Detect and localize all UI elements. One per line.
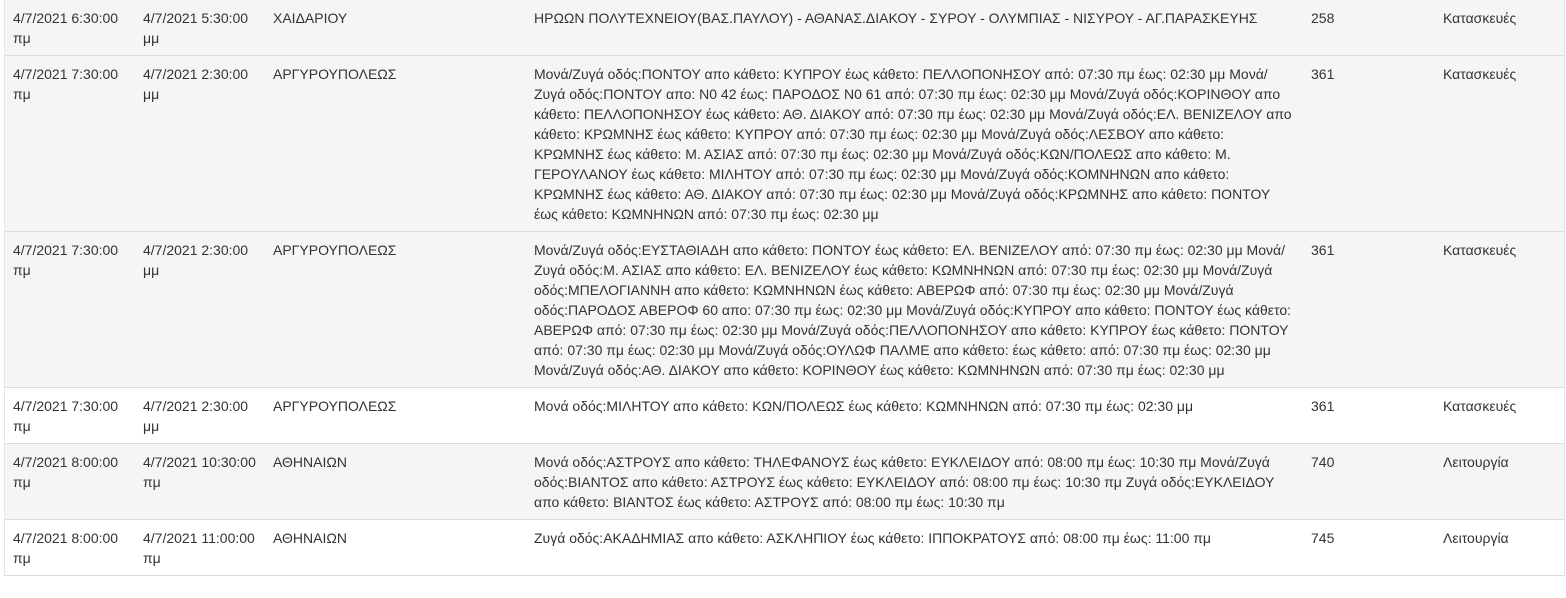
code-cell: 361 [1311, 66, 1335, 82]
area-cell: ΑΡΓΥΡΟΥΠΟΛΕΩΣ [273, 398, 397, 414]
start-time-cell: 4/7/2021 6:30:00 πμ [13, 10, 119, 46]
area-cell: ΑΘΗΝΑΙΩΝ [273, 454, 347, 470]
table-row [5, 232, 1564, 388]
area-cell: ΧΑΙΔΑΡΙΟΥ [273, 10, 348, 26]
area-cell: ΑΡΓΥΡΟΥΠΟΛΕΩΣ [273, 66, 397, 82]
table-row [5, 56, 1564, 232]
table-row [5, 520, 1564, 575]
start-time-cell: 4/7/2021 8:00:00 πμ [13, 454, 119, 490]
type-cell: Λειτουργία [1443, 530, 1509, 546]
area-cell: ΑΡΓΥΡΟΥΠΟΛΕΩΣ [273, 242, 397, 258]
type-cell: Κατασκευές [1443, 242, 1517, 258]
start-time-cell: 4/7/2021 7:30:00 πμ [13, 242, 119, 278]
end-time-cell: 4/7/2021 10:30:00 πμ [143, 454, 256, 490]
description-cell: Μονά οδός:ΜΙΛΗΤΟΥ απο κάθετο: ΚΩΝ/ΠΟΛΕΩΣ έως κάθετο: ΚΩΜΝΗΝΩΝ από: 07:30 πμ έως: 02:30 μμ [534, 398, 1194, 414]
code-cell: 745 [1311, 530, 1335, 546]
description-cell: ΗΡΩΩΝ ΠΟΛΥΤΕΧΝΕΙΟΥ(ΒΑΣ.ΠΑΥΛΟΥ) - ΑΘΑΝΑΣ.ΔΙΑΚΟΥ - ΣΥΡΟΥ - ΟΛΥΜΠΙΑΣ - ΝΙΣΥΡΟΥ - ΑΓ.ΠΑΡΑΣΚΕΥΗΣ [534, 10, 1258, 26]
area-cell: ΑΘΗΝΑΙΩΝ [273, 530, 347, 546]
code-cell: 361 [1311, 242, 1335, 258]
type-cell: Λειτουργία [1443, 454, 1509, 470]
description-cell: Μονά/Ζυγά οδός:ΠΟΝΤΟΥ απο κάθετο: ΚΥΠΡΟΥ έως κάθετο: ΠΕΛΛΟΠΟΝΗΣΟΥ από: 07:30 πμ έως: 02:30 μμ Μονά/Ζυγά οδός:ΠΟΝΤΟΥ απο: Ν0 42 έως: ΠΑΡΟΔΟΣ Ν0 61 από: 07:30 πμ έως: 02:30 μμ Μονά/Ζυγά οδός:ΚΟΡΙΝΘΟΥ απο κάθετο: ΠΕΛΛΟΠΟΝΗΣΟΥ έως κάθετο: ΑΘ. ΔΙΑΚΟΥ από: 07:30 πμ έως: 02:30 μμ Μονά/Ζυγά οδός:ΕΛ. ΒΕΝΙΖΕΛΟΥ απο κάθετο: ΚΡΩΜΝΗΣ έως κάθετο: ΚΥΠΡΟΥ από: 07:30 πμ έως: 02:30 μμ Μονά/Ζυγά οδός:ΛΕΣΒΟΥ απο κάθετο: ΚΡΩΜΝΗΣ έως κάθετο: Μ. ΑΣΙΑΣ από: 07:30 πμ έως: 02:30 μμ Μονά/Ζυγά οδός:ΚΩΝ/ΠΟΛΕΩΣ απο κάθετο: Μ. ΓΕΡΟΥΛΑΝΟΥ έως κάθετο: ΜΙΛΗΤΟΥ από: 07:30 πμ έως: 02:30 μμ Μονά/Ζυγά οδός:ΚΟΜΝΗΝΩΝ απο κάθετο: ΚΡΩΜΝΗΣ έως κάθετο: ΑΘ. ΔΙΑΚΟΥ από: 07:30 πμ έως: 02:30 μμ Μονά/Ζυγά οδός:ΚΡΩΜΝΗΣ απο κάθετο: ΠΟΝΤΟΥ έως κάθετο: ΚΩΜΝΗΝΩΝ από: 07:30 πμ έως: 02:30 μμ [534, 66, 1292, 222]
end-time-cell: 4/7/2021 11:00:00 πμ [143, 530, 255, 566]
description-cell: Μονά οδός:ΑΣΤΡΟΥΣ απο κάθετο: ΤΗΛΕΦΑΝΟΥΣ έως κάθετο: ΕΥΚΛΕΙΔΟΥ από: 08:00 πμ έως: 10:30 πμ Μονά/Ζυγά οδός:ΒΙΑΝΤΟΣ απο κάθετο: ΑΣΤΡΟΥΣ έως κάθετο: ΕΥΚΛΕΙΔΟΥ από: 08:00 πμ έως: 10:30 πμ Ζυγά οδός:ΕΥΚΛΕΙΔΟΥ απο κάθετο: ΒΙΑΝΤΟΣ έως κάθετο: ΑΣΤΡΟΥΣ από: 08:00 πμ έως: 10:30 πμ [534, 454, 1275, 510]
table-row [5, 0, 1564, 56]
code-cell: 258 [1311, 10, 1335, 26]
table-row [5, 444, 1564, 520]
end-time-cell: 4/7/2021 2:30:00 μμ [143, 66, 249, 102]
description-cell: Ζυγά οδός:ΑΚΑΔΗΜΙΑΣ απο κάθετο: ΑΣΚΛΗΠΙΟΥ έως κάθετο: ΙΠΠΟΚΡΑΤΟΥΣ από: 08:00 πμ έως: 11:00 πμ [534, 530, 1211, 546]
start-time-cell: 4/7/2021 7:30:00 πμ [13, 398, 119, 434]
outages-table [4, 0, 1565, 576]
description-cell: Μονά/Ζυγά οδός:ΕΥΣΤΑΘΙΑΔΗ απο κάθετο: ΠΟΝΤΟΥ έως κάθετο: ΕΛ. ΒΕΝΙΖΕΛΟΥ από: 07:30 πμ έως: 02:30 μμ Μονά/Ζυγά οδός:Μ. ΑΣΙΑΣ απο κάθετο: ΕΛ. ΒΕΝΙΖΕΛΟΥ έως κάθετο: ΚΩΜΝΗΝΩΝ από: 07:30 πμ έως: 02:30 μμ Μονά/Ζυγά οδός:ΜΠΕΛΟΓΙΑΝΝΗ απο κάθετο: ΚΩΜΝΗΝΩΝ έως κάθετο: ΑΒΕΡΩΦ από: 07:30 πμ έως: 02:30 μμ Μονά/Ζυγά οδός:ΠΑΡΟΔΟΣ ΑΒΕΡΟΦ 60 απο: 07:30 πμ έως: 02:30 μμ Μονά/Ζυγά οδός:ΚΥΠΡΟΥ απο κάθετο: ΠΟΝΤΟΥ έως κάθετο: ΑΒΕΡΩΦ από: 07:30 πμ έως: 02:30 μμ Μονά/Ζυγά οδός:ΠΕΛΛΟΠΟΝΗΣΟΥ απο κάθετο: ΚΥΠΡΟΥ έως κάθετο: ΠΟΝΤΟΥ από: 07:30 πμ έως: 02:30 μμ Μονά/Ζυγά οδός:ΟΥΛΩΦ ΠΑΛΜΕ απο κάθετο: έως κάθετο: από: 07:30 πμ έως: 02:30 μμ Μονά/Ζυγά οδός:ΑΘ. ΔΙΑΚΟΥ απο κάθετο: ΚΟΡΙΝΘΟΥ έως κάθετο: ΚΩΜΝΗΝΩΝ από: 07:30 πμ έως: 02:30 μμ [534, 242, 1291, 378]
start-time-cell: 4/7/2021 7:30:00 πμ [13, 66, 119, 102]
code-cell: 740 [1311, 454, 1335, 470]
type-cell: Κατασκευές [1443, 66, 1517, 82]
table-row [5, 388, 1564, 444]
end-time-cell: 4/7/2021 2:30:00 μμ [143, 242, 249, 278]
type-cell: Κατασκευές [1443, 398, 1517, 414]
start-time-cell: 4/7/2021 8:00:00 πμ [13, 530, 119, 566]
end-time-cell: 4/7/2021 5:30:00 μμ [143, 10, 249, 46]
type-cell: Κατασκευές [1443, 10, 1517, 26]
end-time-cell: 4/7/2021 2:30:00 μμ [143, 398, 249, 434]
code-cell: 361 [1311, 398, 1335, 414]
